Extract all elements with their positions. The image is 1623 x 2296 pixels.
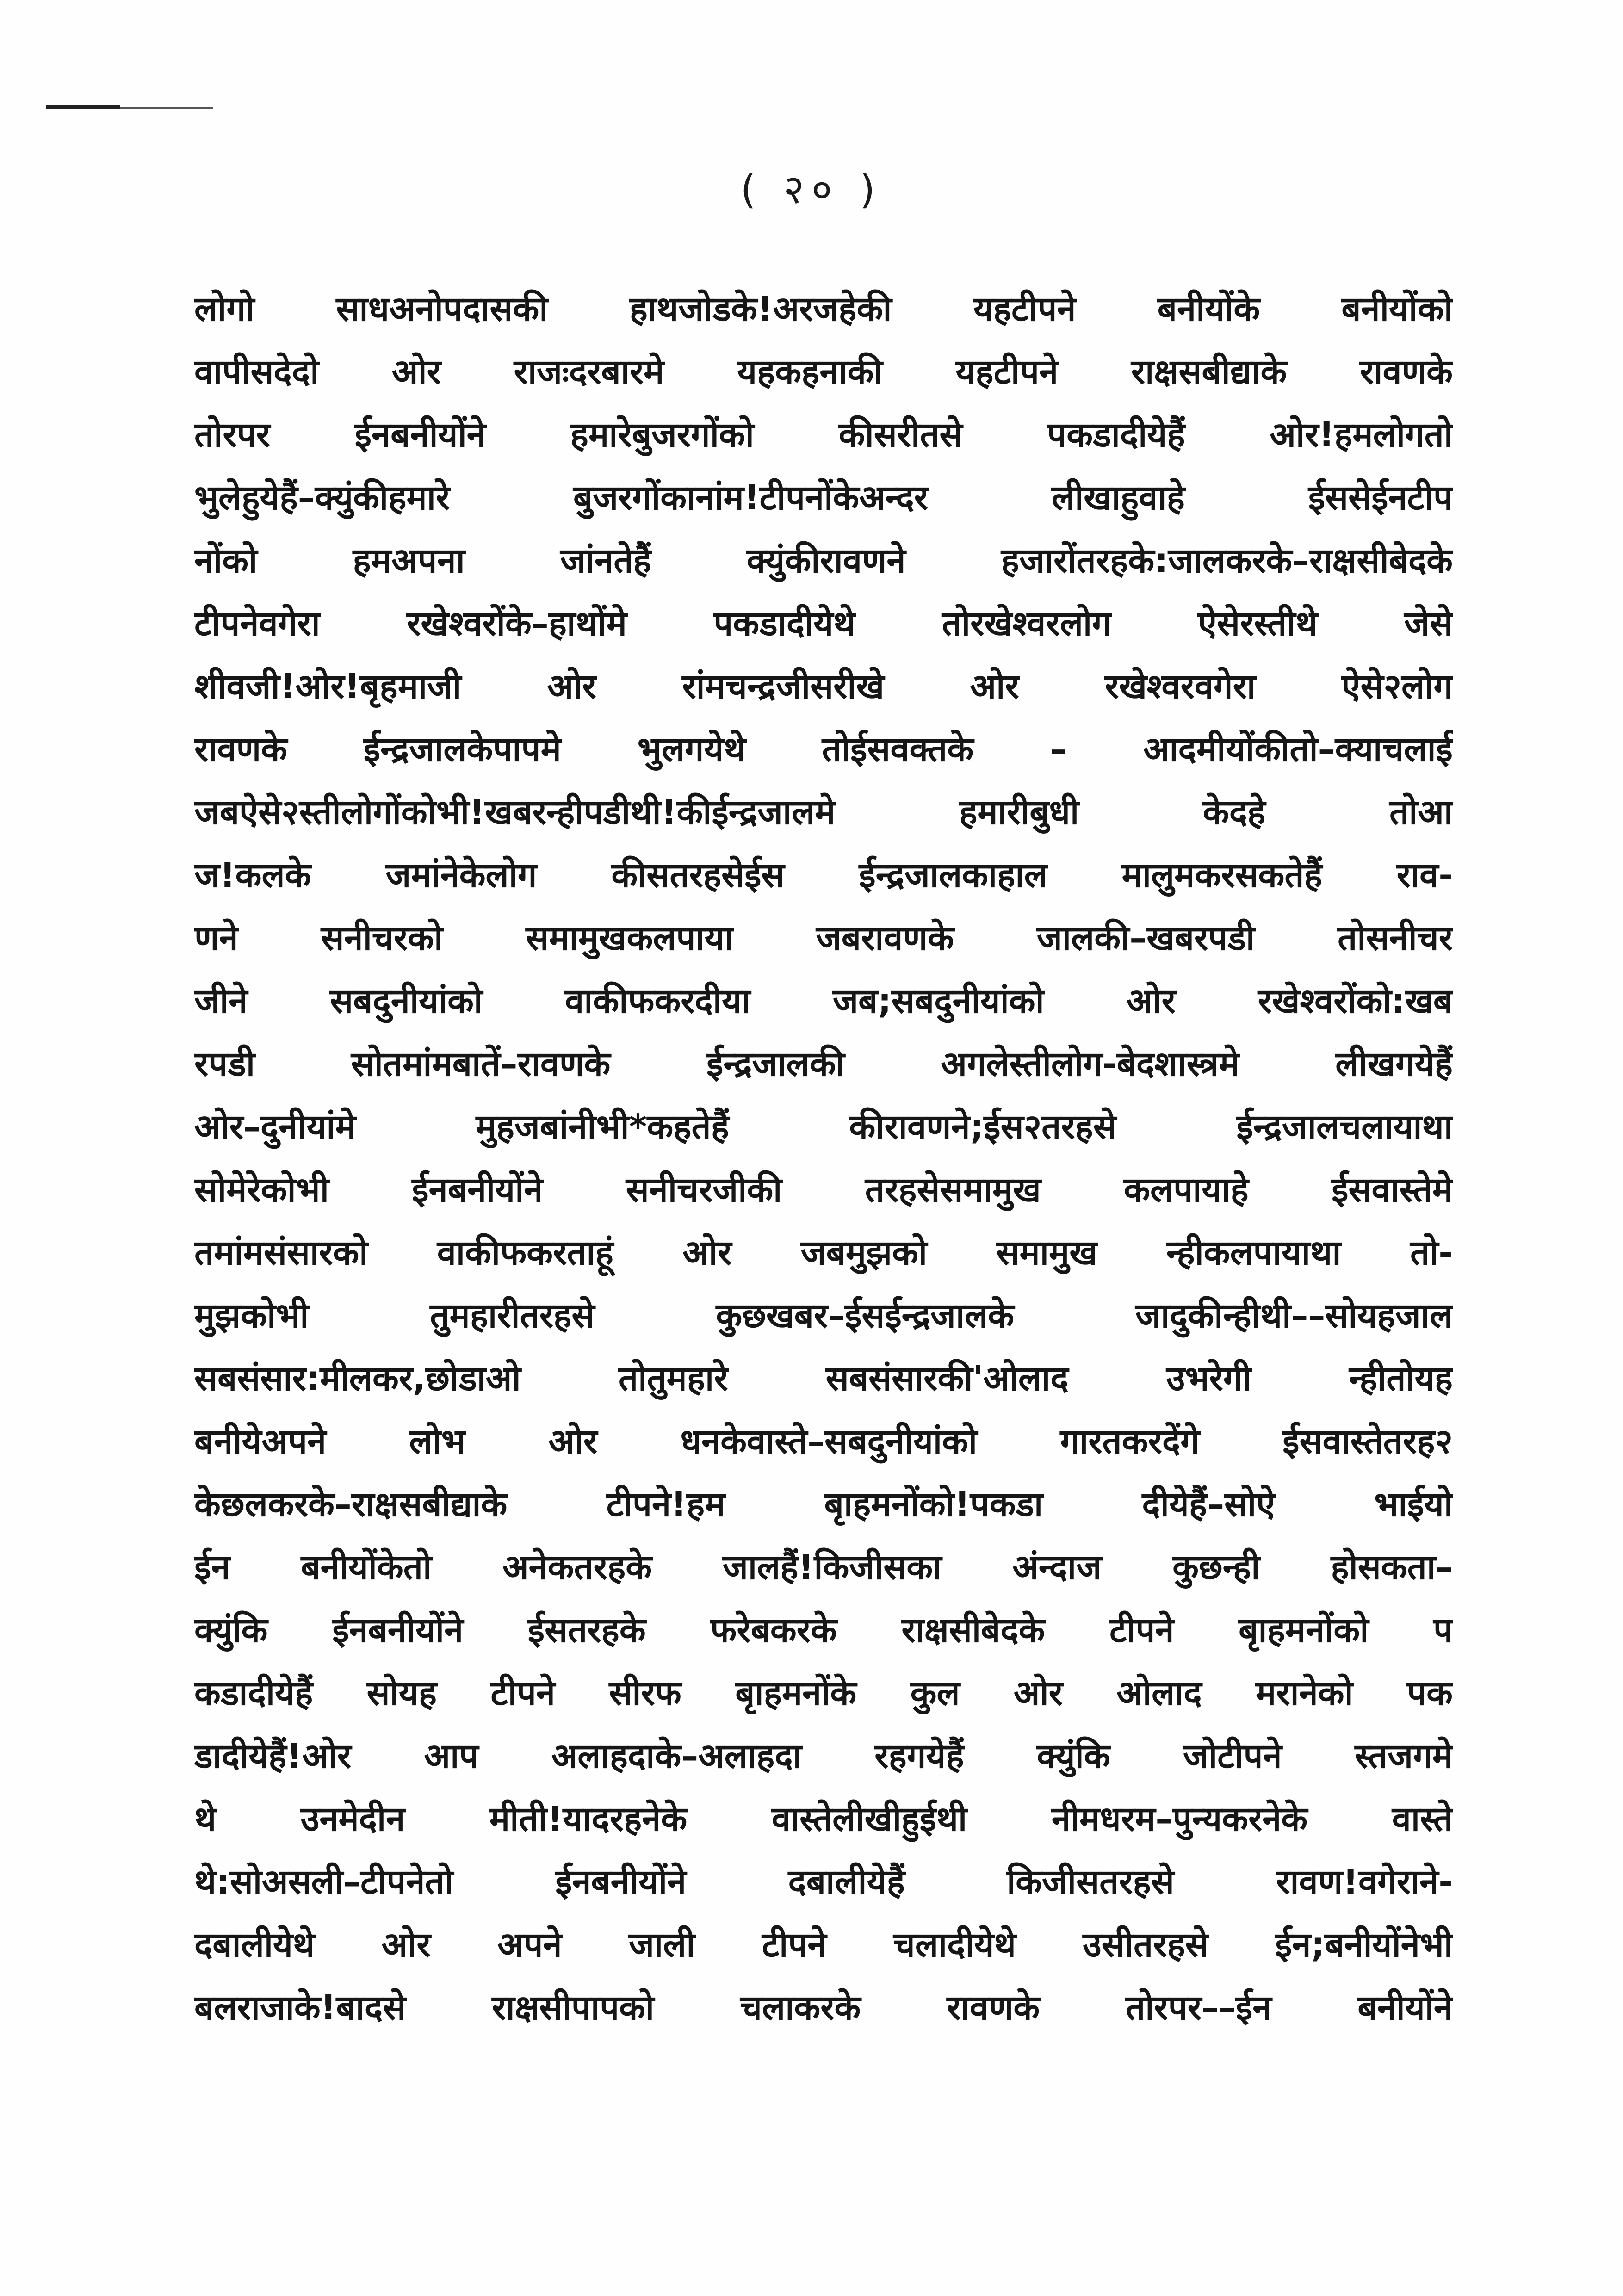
body-text (194, 278, 1453, 2039)
top-left-rule (46, 105, 120, 109)
text-line: ईन बनीयोंकेतो अनेकतरहके जालहैं!किजीसका अंन्दाज कुछन्ही होसकता– (194, 1547, 1453, 1587)
text-line: रपडी सोतमांमबातें–रावणके ईन्द्रजालकी अगलेस्तीलोग-बेदशास्त्रमे लीखगयेहैं (194, 1044, 1453, 1084)
text-line: बनीयेअपने लोभ ओर धनकेवास्ते–सबदुनीयांको गारतकरदेंगे ईसवास्तेतरह२ (194, 1422, 1453, 1461)
text-line: णने सनीचरको समामुखकलपाया जबरावणके जालकी–खबरपडी तोसनीचर (194, 918, 1453, 958)
text-line: कडादीयेहैं सोयह टीपने सीरफ बृाहमनोंके कुल ओर ओलाद मरानेको पक (194, 1673, 1453, 1713)
text-line: लोगो साधअनोपदासकी हाथजोडके!अरजहेकी यहटीपने बनीयोंके बनीयोंको (194, 289, 1453, 329)
text-line: टीपनेवगेरा रखेश्वरोंके–हाथोंमे पकडादीयेथे तोरखेश्वरलोग ऐसेरस्तीथे जेसे (194, 604, 1453, 644)
text-line: केछलकरके–राक्षसबीद्याके टीपने!हम बृाहमनोंको!पकडा दीयेहैं–सोऐ भाईयो (194, 1485, 1453, 1524)
text-line: सोमेरेकोभी ईनबनीयोंने सनीचरजीकी तरहसेसमामुख कलपायाहे ईसवास्तेमे (194, 1170, 1453, 1210)
text-line: जीने सबदुनीयांको वाकीफकरदीया जब;सबदुनीयांको ओर रखेश्वरोंको:खब (194, 981, 1453, 1021)
text-line: तमांमसंसारको वाकीफकरताहूं ओर जबमुझको समामुख न्हीकलपायाथा तो- (194, 1233, 1453, 1273)
text-line: क्युंकि ईनबनीयोंने ईसतरहके फरेबकरके राक्षसीबेदके टीपने बृाहमनोंको प (194, 1610, 1453, 1650)
text-line: दबालीयेथे ओर अपने जाली टीपने चलादीयेथे उसीतरहसे ईन;बनीयोंनेभी (194, 1925, 1453, 1965)
text-line: जबऐसे२स्तीलोगोंकोभी!खबरन्हीपडीथी!कीईन्द्रजालमे हमारीबुधी केदहे तोआ (194, 792, 1453, 832)
text-line: वापीसदेदो ओर राजःदरबारमे यहकहनाकी यहटीपने राक्षसबीद्याके रावणके (194, 352, 1453, 392)
text-line: थे उनमेदीन मीती!यादरहनेके वास्तेलीखीहुईथी नीमधरम–पुन्यकरनेके वास्ते (194, 1799, 1453, 1839)
text-line: रावणके ईन्द्रजालकेपापमे भुलगयेथे तोईसवक्तके – आदमीयोंकीतो–क्याचलाई (194, 730, 1453, 769)
text-line: मुझकोभी तुमहारीतरहसे कुछखबर–ईसईन्द्रजालके जादुकीन्हीथी––सोयहजाल (194, 1296, 1453, 1336)
text-line: भुलेहुयेहैं–क्युंकीहमारे बुजरगोंकानांम!टीपनोंकेअन्दर लीखाहुवाहे ईससेईनटीप (194, 478, 1453, 518)
text-line: डादीयेहैं!ओर आप अलाहदाके–अलाहदा रहगयेहैं क्युंकि जोटीपने स्तजगमे (194, 1736, 1453, 1776)
top-left-rule-thin (120, 107, 213, 109)
page-number: ( २० ) (740, 167, 883, 213)
text-line: बलराजाके!बादसे राक्षसीपापको चलाकरके रावणके तोरपर––ईन बनीयोंने (194, 1988, 1453, 2028)
text-line: ओर–दुनीयांमे मुहजबांनीभी*कहतेहैं कीरावणने;ईस२तरहसे ईन्द्रजालचलायाथा (194, 1107, 1453, 1147)
text-line: ज!कलके जमांनेकेलोग कीसतरहसेईस ईन्द्रजालकाहाल मालुमकरसकतेहैं राव- (194, 855, 1453, 895)
text-line: सबसंसार:मीलकर,छोडाओ तोतुमहारे सबसंसारकी'ओलाद उभरेगी न्हीतोयह (194, 1359, 1453, 1399)
text-line: तोरपर ईनबनीयोंने हमारेबुजरगोंको कीसरीतसे पकडादीयेहैं ओर!हमलोगतो (194, 415, 1453, 455)
text-line: शीवजी!ओर!बृहमाजी ओर रांमचन्द्रजीसरीखे ओर रखेश्वरवगेरा ऐसे२लोग (194, 667, 1453, 706)
text-line: थे:सोअसली–टीपनेतो ईनबनीयोंने दबालीयेहैं किजीसतरहसे रावण!वगेराने- (194, 1862, 1453, 1902)
text-line: नोंको हमअपना जांनतेहैं क्युंकीरावणने हजारोंतरहके:जालकरके–राक्षसीबेदके (194, 541, 1453, 581)
